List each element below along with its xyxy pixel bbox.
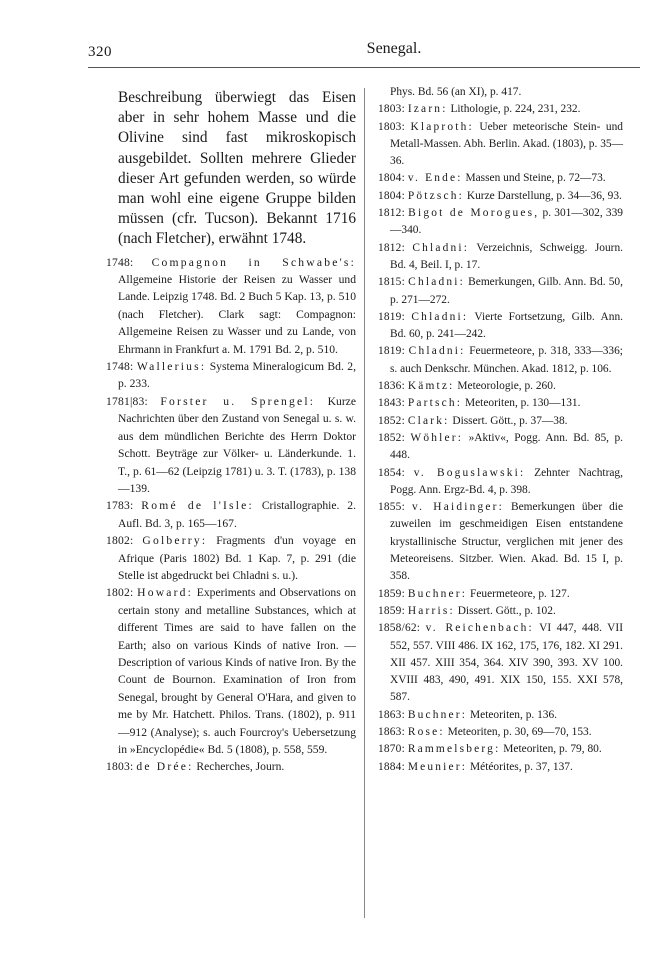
entry-year: 1852:	[378, 431, 405, 444]
bibliography-entry	[378, 101, 623, 118]
bibliography-entry	[378, 274, 623, 309]
page-header	[88, 40, 640, 64]
entry-author: Howard:	[137, 586, 194, 600]
intro-paragraph: Beschreibung überwiegt das Eisen aber in sehr hohem Masse und die Olivine sind fast mikroskopisch ausgebildet. Sollten mehrere Glieder dieser Art gefunden werden, so würde man wohl eine eigene Gruppe bilden müssen (cfr. Tucson). Bekannt 1716 (nach Fletcher), erwähnt 1748.	[118, 89, 356, 248]
entry-text: Bemerkungen über die zuweilen im geschmeidigen Eisen entstandene krystallinische Structur, verglichen mit jener des Meteoreisens. Sitzber. Wien. Akad. Bd. 15 I, p. 358.	[390, 501, 624, 583]
bibliography-entry	[106, 393, 356, 497]
entry-year: 1859:	[378, 587, 405, 600]
entry-year: 1804:	[378, 189, 405, 202]
entry-text: Météorites, p. 37, 137.	[470, 760, 573, 773]
entry-year: 1819:	[378, 310, 405, 323]
entry-author: de Drée:	[136, 760, 194, 774]
bibliography-entry	[378, 170, 623, 187]
bibliography-entry	[378, 620, 623, 706]
entry-text: »Aktiv«, Pogg. Ann. Bd. 85, p. 448.	[390, 431, 623, 462]
entry-author: Compagnon in Schwabe's:	[151, 255, 356, 269]
entry-author: Buchner:	[407, 587, 468, 600]
entry-year: 1884:	[378, 760, 405, 773]
entry-year: 1781|83:	[106, 394, 148, 408]
entry-author: Klaproth:	[410, 120, 474, 133]
bibliography-entry	[378, 309, 623, 344]
entry-author: Partsch:	[407, 397, 463, 410]
entry-author: Chladni:	[411, 310, 469, 323]
entry-author: Wallerius:	[136, 360, 207, 374]
entry-text: Zehnter Nachtrag, Pogg. Ann. Ergz-Bd. 4, p. 398.	[390, 466, 623, 496]
entry-text: Kurze Nachrichten über den Zustand von Senegal u. s. w. aus dem mündlichen Berichte des Herrn Doktor Schott. Beyträge zur Völker- u. Länderkunde. 1. T., p. 61—62 (Leipzig 1781) u. 3. T. (1783), p. 138—139.	[118, 394, 356, 495]
entry-year: 1748:	[106, 255, 134, 269]
bibliography-entry	[378, 378, 623, 395]
entry-author: Chladni:	[412, 241, 470, 254]
entry-author: Wöhler:	[410, 431, 464, 444]
header-rule	[88, 67, 640, 68]
bibliography-entry	[106, 254, 356, 358]
entry-year: 1843:	[378, 397, 405, 410]
entry-author: Bigot de Morogues,	[408, 207, 540, 220]
bibliography-entry	[378, 240, 623, 275]
entry-year: 1803:	[378, 120, 405, 133]
entry-text: Allgemeine Historie der Reisen zu Wasser und Lande. Leipzig 1748. Bd. 2 Buch 5 Kap. 13, p. 510 (nach Fletcher). Clark sagt: Compagnon: Allgemeine Reisen zu Wasser und zu Lande, von Ehrmann in Frankfurt a. M. 1791 Bd. 2, p. 510.	[118, 273, 356, 356]
entry-text: Meteorologie, p. 260.	[457, 380, 556, 393]
entry-author: v. Ende:	[407, 172, 463, 185]
entry-text: Verzeichnis, Schweigg. Journ. Bd. 4, Beil. I, p. 17.	[390, 241, 623, 271]
running-title: Senegal.	[366, 40, 422, 57]
entry-text: Meteoriten, p. 136.	[470, 708, 558, 721]
entry-year: 1863:	[378, 725, 405, 738]
entry-year: 1863:	[378, 708, 405, 721]
entry-year: 1812:	[378, 241, 405, 254]
entry-text: Cristallographie. 2. Aufl. Bd. 3, p. 165—167.	[118, 499, 356, 530]
left-column	[106, 84, 356, 776]
entry-year: 1819:	[378, 345, 405, 358]
entry-year: 1802:	[106, 534, 134, 548]
entry-author: Clark:	[407, 414, 450, 427]
entry-text: Recherches, Journ.	[196, 760, 285, 774]
entry-text: Feuermeteore, p. 318, 333—336; s. auch Denkschr. München. Akad. 1812, p. 106.	[390, 345, 623, 375]
bibliography-entry	[378, 343, 623, 378]
entry-text: Fragments d'un voyage en Afrique (Paris 1802) Bd. 1 Kap. 7, p. 291 (die Stelle ist abgedruckt bei Chladni s. u.).	[118, 534, 356, 582]
page-number: 320	[88, 44, 112, 60]
entry-text: Massen und Steine, p. 72—73.	[465, 172, 606, 185]
bibliography-entry	[106, 532, 356, 584]
entry-year: 1859:	[378, 604, 405, 617]
entry-year: 1804:	[378, 172, 405, 185]
entry-text: Systema Mineralogicum Bd. 2, p. 233.	[118, 360, 356, 391]
entry-text: p. 301—302, 339—340.	[390, 207, 623, 237]
bibliography-entry	[378, 741, 623, 758]
entry-author: v. Boguslawski:	[413, 466, 526, 479]
entry-year: 1836:	[378, 380, 405, 393]
entry-text: Bemerkungen, Gilb. Ann. Bd. 50, p. 271—272.	[390, 276, 623, 306]
bibliography-entry	[106, 358, 356, 393]
entry-text: Lithologie, p. 224, 231, 232.	[450, 103, 581, 116]
bibliography-entry	[106, 584, 356, 758]
entry-year: 1783:	[106, 499, 134, 513]
bibliography-entry	[106, 758, 356, 775]
entry-author: v. Haidinger:	[411, 501, 505, 514]
entry-text: Ueber meteorische Stein- und Metall-Massen. Abh. Berlin. Akad. (1803), p. 35—36.	[390, 120, 623, 168]
bibliography-entry	[378, 724, 623, 741]
entry-author: Izarn:	[407, 103, 448, 116]
entry-author: Pötzsch:	[407, 189, 465, 202]
entry-text: VI 447, 448. VII 552, 557. VIII 486. IX 162, 175, 176, 182. XI 291. XII 457. XIII 354, 364. XIV 390, 393. XV 100. XVIII 483, 490, 491. XIX 150, 155. XXI 578, 587.	[390, 622, 623, 704]
bibliography-entry	[378, 188, 623, 205]
bibliography-entry	[378, 759, 623, 776]
entry-author: Forster u. Sprengel:	[160, 394, 316, 408]
bibliography-entry	[378, 430, 623, 465]
entry-year: 1854:	[378, 466, 405, 479]
entry-text: Meteoriten, p. 30, 69—70, 153.	[447, 725, 592, 738]
entry-year: 1815:	[378, 276, 405, 289]
entry-year: 1802:	[106, 586, 134, 600]
entry-text: Kurze Darstellung, p. 34—36, 93.	[466, 189, 622, 202]
entry-author: Rammelsberg:	[407, 743, 501, 756]
entry-text: Meteoriten, p. 79, 80.	[503, 743, 602, 756]
entry-year: 1803:	[378, 103, 405, 116]
bibliography-entry	[378, 465, 623, 500]
entry-text: Vierte Fortsetzung, Gilb. Ann. Bd. 60, p. 241—242.	[390, 310, 623, 341]
entry-author: Chladni:	[408, 345, 466, 358]
entry-year: 1858/62:	[378, 622, 421, 635]
entry-author: Meunier:	[407, 760, 468, 773]
entry-continuation: Phys. Bd. 56 (an XI), p. 417.	[390, 86, 522, 98]
bibliography-entry	[378, 603, 623, 620]
bibliography-entry	[378, 586, 623, 603]
bibliography-entry	[106, 497, 356, 532]
entry-text: Feuermeteore, p. 127.	[470, 587, 570, 600]
bibliography-entry	[378, 499, 623, 585]
bibliography-entry	[378, 119, 623, 171]
entry-year: 1748:	[106, 360, 134, 374]
entry-text: Experiments and Observations on certain stony and metalline Substances, which at different Times are said to have fallen on the Earth; also on various Kinds of native Iron. — Description of various Kinds of native Iron. By the Count de Bournon. Examination of Iron from Senegal, brought by General O'Hara, and given to me by Mr. Hatchett. Philos. Trans. (1802), p. 911—912 (Analyse); s. auch Fourcroy's Uebersetzung in »Encyclopédie« Bd. 5 (1808), p. 558, 559.	[118, 586, 356, 756]
entry-author: Romé de l'Isle:	[141, 499, 254, 513]
entry-author: Golberry:	[142, 534, 208, 548]
entry-year: 1803:	[106, 760, 134, 774]
bibliography-entry	[378, 413, 623, 430]
entry-author: Rose:	[407, 725, 445, 738]
entry-text: Dissert. Gött., p. 37—38.	[452, 414, 568, 427]
entry-year: 1812:	[378, 207, 405, 220]
entry-author: Kämtz:	[407, 380, 455, 393]
entry-year: 1852:	[378, 414, 405, 427]
entry-year: 1855:	[378, 501, 405, 514]
right-column	[378, 84, 623, 776]
column-divider	[364, 88, 365, 918]
entry-text: Meteoriten, p. 130—131.	[464, 397, 581, 410]
entry-author: v. Reichenbach:	[425, 622, 534, 635]
bibliography-entry	[378, 707, 623, 724]
entry-text: Dissert. Gött., p. 102.	[457, 604, 556, 617]
bibliography-entry	[378, 205, 623, 240]
entry-author: Chladni:	[408, 276, 465, 289]
bibliography-entry	[378, 395, 623, 412]
entry-year: 1870:	[378, 743, 405, 756]
entry-author: Buchner:	[407, 708, 468, 721]
entry-author: Harris:	[407, 604, 455, 617]
